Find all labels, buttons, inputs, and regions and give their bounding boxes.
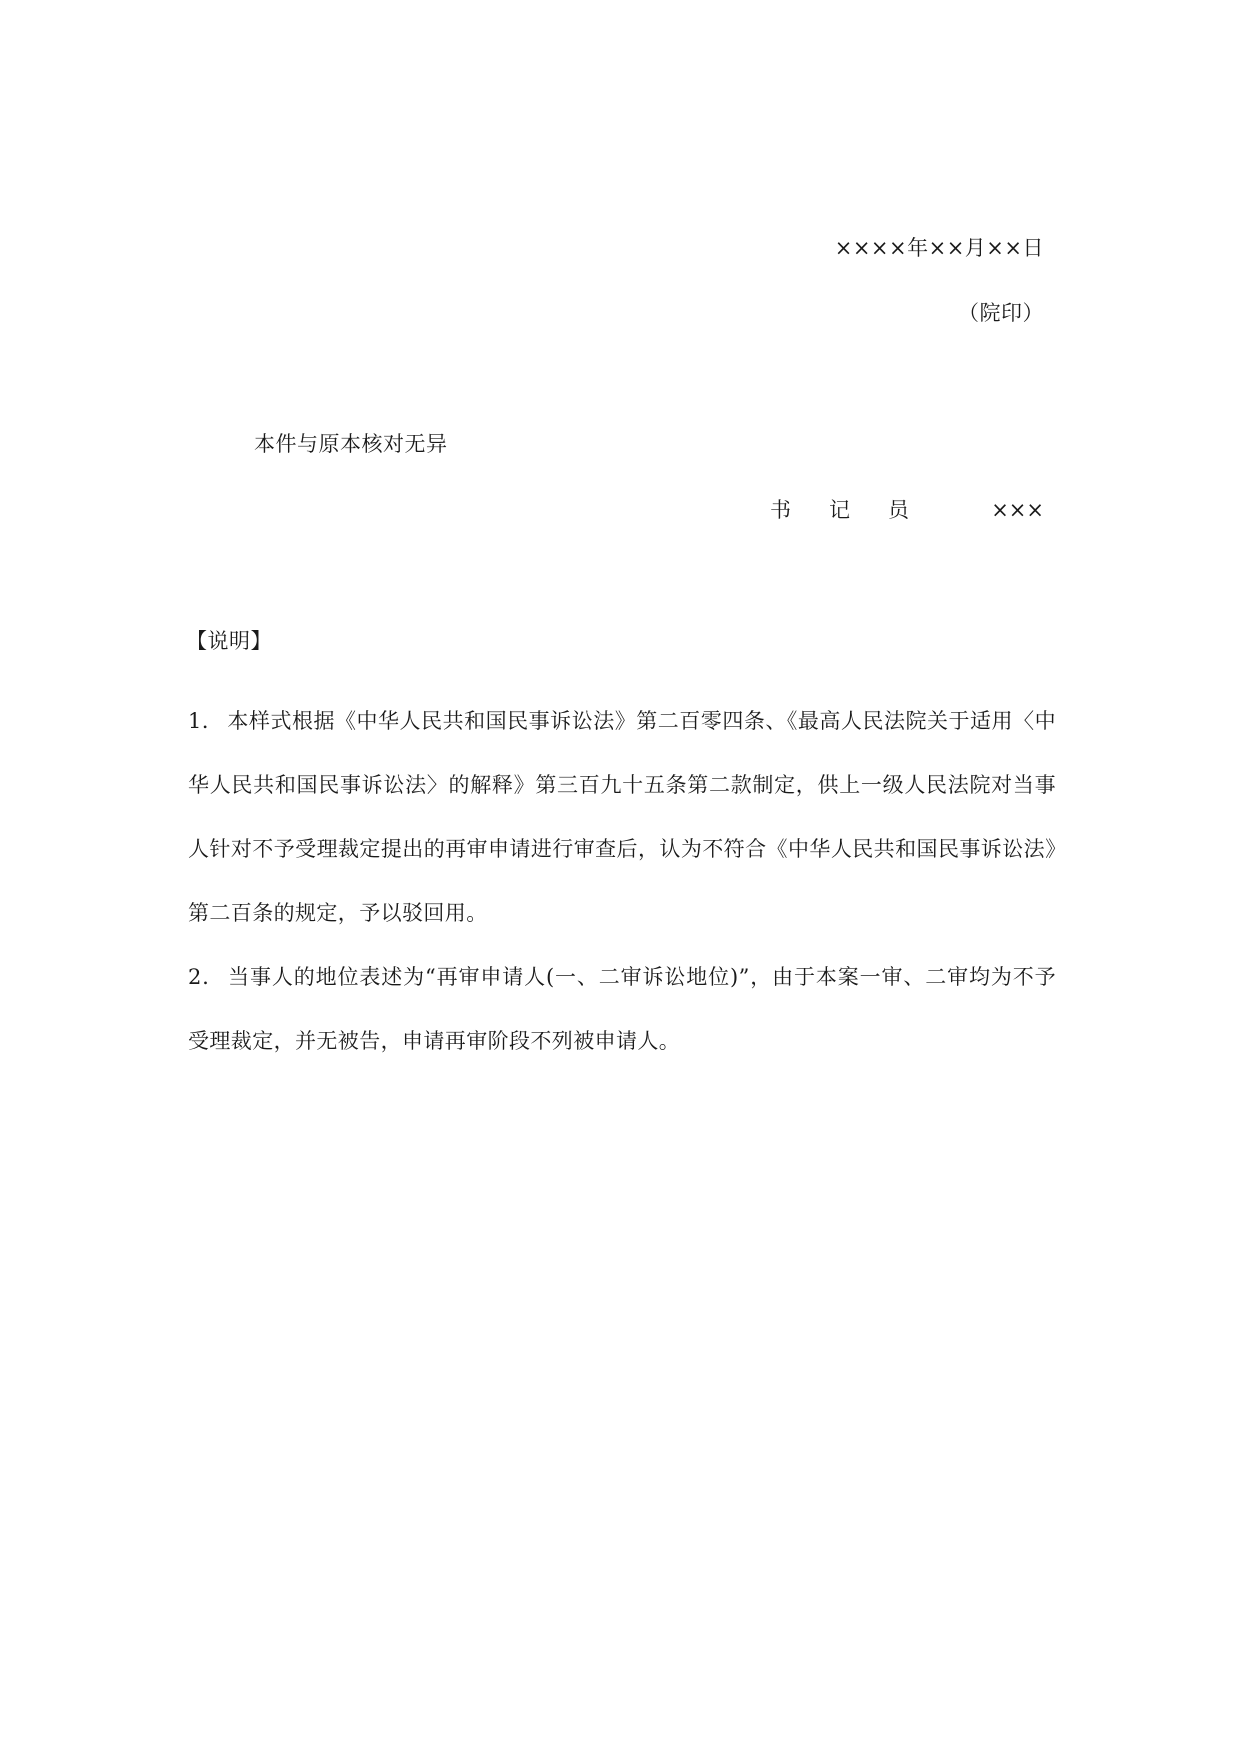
verification-statement: 本件与原本核对无异 — [254, 432, 448, 456]
clerk-name: ××× — [991, 498, 1044, 522]
note-item-2 — [188, 945, 1056, 1073]
notes-heading: 【说明】 — [186, 629, 272, 653]
note-number: 1． — [188, 709, 224, 733]
note-number: 2． — [188, 965, 225, 989]
clerk-label: 书记员 — [770, 498, 947, 522]
clerk-signature-row — [0, 496, 1240, 524]
court-seal-placeholder: （院印） — [958, 301, 1044, 325]
note-item-1 — [188, 689, 1056, 945]
note-text: 本样式根据《中华人民共和国民事诉讼法》第二百零四条、《最高人民法院关于适用〈中华人民共和国民事诉讼法〉的解释》第三百九十五条第二款制定，供上一级人民法院对当事人针对不予受理裁定提出的再审申请进行审查后，认为不符合《中华人民共和国民事诉讼法》第二百条的规定，予以驳回用。 — [188, 709, 1056, 925]
judgment-date: ××××年××月××日 — [834, 236, 1044, 260]
note-text: 当事人的地位表述为“再审申请人(一、二审诉讼地位)”，由于本案一审、二审均为不予受理裁定，并无被告，申请再审阶段不列被申请人。 — [188, 965, 1056, 1053]
notes-list — [188, 689, 1056, 1073]
